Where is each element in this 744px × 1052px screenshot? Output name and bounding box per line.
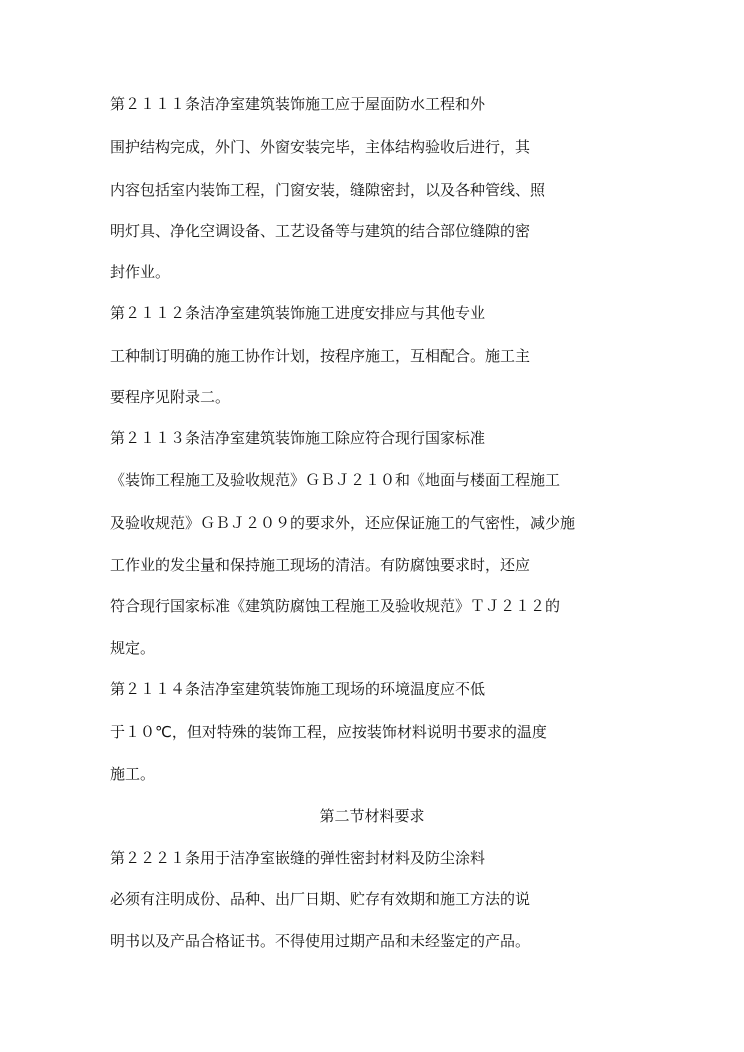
- paragraph-line: 工种制订明确的施工协作计划，按程序施工，互相配合。施工主: [110, 347, 531, 365]
- paragraph-line: 及验收规范》ＧＢＪ２０９的要求外，还应保证施工的气密性，减少施: [110, 514, 576, 532]
- paragraph-line: 第２１１１条洁净室建筑装饰施工应于屋面防水工程和外: [110, 95, 486, 113]
- paragraph-line: 明灯具、净化空调设备、工艺设备等与建筑的结合部位缝隙的密: [110, 222, 531, 240]
- paragraph-line: 符合现行国家标准《建筑防腐蚀工程施工及验收规范》ＴＪ２１２的: [110, 597, 561, 615]
- paragraph-line: 内容包括室内装饰工程，门窗安装，缝隙密封，以及各种管线、照: [110, 181, 546, 199]
- paragraph-line: 必须有注明成份、品种、出厂日期、贮存有效期和施工方法的说: [110, 890, 531, 908]
- paragraph-line: 第２１１４条洁净室建筑装饰施工现场的环境温度应不低: [110, 680, 486, 698]
- paragraph-line: 工作业的发尘量和保持施工现场的清洁。有防腐蚀要求时，还应: [110, 556, 531, 574]
- paragraph-line: 封作业。: [110, 263, 171, 281]
- paragraph-line: 要程序见附录二。: [110, 388, 231, 406]
- paragraph-line: 第２２２１条用于洁净室嵌缝的弹性密封材料及防尘涂料: [110, 849, 486, 867]
- paragraph-line: 第２１１３条洁净室建筑装饰施工除应符合现行国家标准: [110, 429, 486, 447]
- paragraph-line: 第２１１２条洁净室建筑装饰施工进度安排应与其他专业: [110, 304, 486, 322]
- paragraph-line: 《装饰工程施工及验收规范》ＧＢＪ２１０和《地面与楼面工程施工: [110, 471, 561, 489]
- paragraph-line: 于１０℃，但对特殊的装饰工程，应按装饰材料说明书要求的温度: [110, 723, 547, 741]
- paragraph-line: 规定。: [110, 639, 156, 657]
- section-heading: 第二节材料要求: [319, 807, 425, 825]
- paragraph-line: 围护结构完成，外门、外窗安装完毕，主体结构验收后进行，其: [110, 138, 531, 156]
- paragraph-line: 施工。: [110, 765, 156, 783]
- paragraph-line: 明书以及产品合格证书。不得使用过期产品和未经鉴定的产品。: [110, 932, 531, 950]
